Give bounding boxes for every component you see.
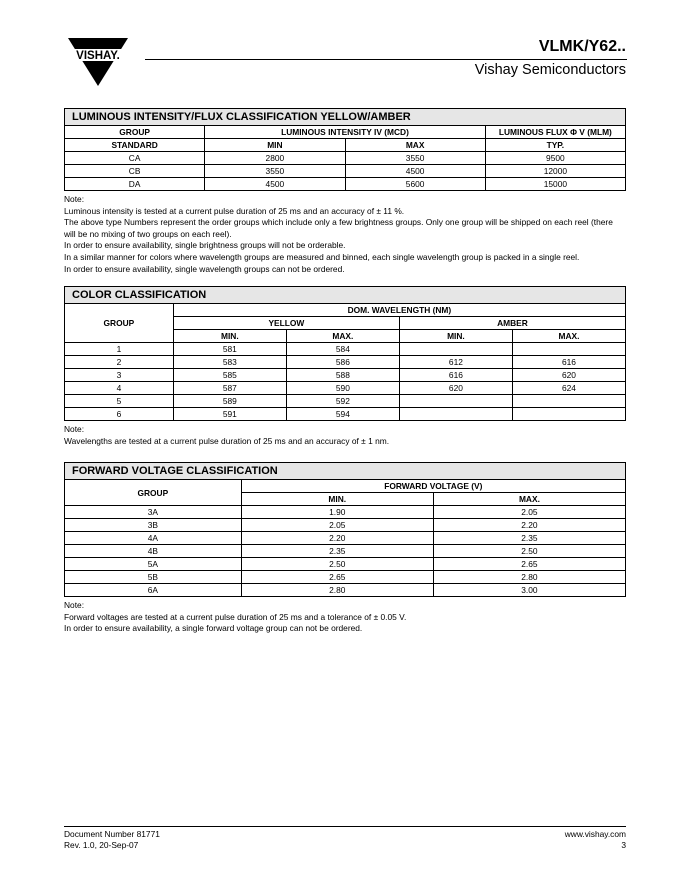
cell-a-min [399,395,512,408]
cell-group: 1 [65,343,174,356]
cell-group: 5 [65,395,174,408]
cell-group: 6 [65,408,174,421]
table-row [65,408,626,421]
header-amber-min: MIN. [399,330,512,343]
company-name: Vishay Semiconductors [474,62,626,78]
cell-y-max: 592 [286,395,399,408]
note-line: In order to ensure availability, a single forward voltage group can not be ordered. [64,623,363,634]
cell-y-min: 591 [173,408,286,421]
voltage-table [64,462,626,597]
table-row [65,584,626,597]
cell-min: 2.80 [241,584,433,597]
note-line: In order to ensure availability, single wavelength groups can not be ordered. [64,263,345,274]
luminous-table [64,108,626,191]
cell-a-min [399,343,512,356]
table-row [65,395,626,408]
cell-y-max: 590 [286,382,399,395]
cell-min: 1.90 [241,506,433,519]
footer-right [565,829,626,850]
table-row [65,356,626,369]
page-number: 3 [621,839,626,850]
header-forward-voltage: FORWARD VOLTAGE (V) [241,480,625,493]
note-line: In a similar manner for colors where wavelength groups are measured and binned, each single wavelength group is packed in a single reel. [64,251,580,262]
vishay-logo [66,36,130,88]
note-line: Forward voltages are tested at a current pulse duration of 25 ms and a tolerance of ± 0.05 V. [64,611,407,622]
header-max: MAX. [433,493,625,506]
table-row [65,558,626,571]
cell-y-min: 589 [173,395,286,408]
cell-group: 3 [65,369,174,382]
cell-max: 2.50 [433,545,625,558]
cell-a-min: 612 [399,356,512,369]
cell-group: 3B [65,519,242,532]
cell-group: 3A [65,506,242,519]
footer-left [64,829,160,850]
cell-max: 5600 [345,178,485,191]
table-row [65,519,626,532]
header-min: MIN [205,139,345,152]
cell-y-min: 587 [173,382,286,395]
vishay-logo-icon [66,36,130,88]
cell-group: 5A [65,558,242,571]
table-row [65,165,626,178]
header-yellow-max: MAX. [286,330,399,343]
header-amber: AMBER [399,317,625,330]
cell-y-max: 588 [286,369,399,382]
logo-text: VISHAY. [76,50,120,62]
header-group: GROUP [65,304,174,343]
cell-a-min: 620 [399,382,512,395]
cell-group: 5B [65,571,242,584]
cell-max: 3550 [345,152,485,165]
note-line: Luminous intensity is tested at a current pulse duration of 25 ms and an accuracy of ± 11 %. [64,205,405,216]
cell-group: 4 [65,382,174,395]
table-row [65,545,626,558]
cell-a-min: 616 [399,369,512,382]
cell-min: 4500 [205,178,345,191]
cell-a-max [512,395,625,408]
header-group: GROUP [65,480,242,506]
cell-y-max: 586 [286,356,399,369]
table-row [65,178,626,191]
header-min: MIN. [241,493,433,506]
cell-min: 3550 [205,165,345,178]
note-line: Wavelengths are tested at a current pulse duration of 25 ms and an accuracy of ± 1 nm. [64,435,390,446]
cell-y-min: 585 [173,369,286,382]
header-typ: TYP. [485,139,625,152]
header-yellow: YELLOW [173,317,399,330]
header-luminous-intensity: LUMINOUS INTENSITY IV (MCD) [205,126,486,139]
header-standard: STANDARD [65,139,205,152]
header-yellow-min: MIN. [173,330,286,343]
cell-min: 2.05 [241,519,433,532]
cell-group: CA [65,152,205,165]
document-number: Document Number 81771 [64,829,160,839]
cell-group: 4A [65,532,242,545]
table-row [65,382,626,395]
cell-min: 2.35 [241,545,433,558]
cell-group: 2 [65,356,174,369]
note-label: Note: [64,424,85,434]
cell-y-max: 584 [286,343,399,356]
cell-y-min: 583 [173,356,286,369]
cell-y-max: 594 [286,408,399,421]
color-table-title: COLOR CLASSIFICATION [65,287,626,304]
cell-group: DA [65,178,205,191]
cell-y-min: 581 [173,343,286,356]
document-title: VLMK/Y62.. [538,38,626,55]
cell-a-min [399,408,512,421]
website-link[interactable]: www.vishay.com [564,829,626,839]
revision: Rev. 1.0, 20-Sep-07 [64,839,139,850]
table-row [65,343,626,356]
color-table [64,286,626,421]
cell-max: 2.35 [433,532,625,545]
luminous-notes [64,194,626,275]
cell-max: 2.65 [433,558,625,571]
cell-a-max: 616 [512,356,625,369]
cell-a-max [512,343,625,356]
cell-max: 2.05 [433,506,625,519]
voltage-section [64,462,626,635]
cell-a-max [512,408,625,421]
cell-a-max: 620 [512,369,625,382]
cell-group: CB [65,165,205,178]
cell-min: 2.50 [241,558,433,571]
voltage-notes [64,600,626,635]
cell-max: 2.80 [433,571,625,584]
voltage-table-title: FORWARD VOLTAGE CLASSIFICATION [65,463,626,480]
cell-typ: 15000 [485,178,625,191]
note-label: Note: [64,194,85,204]
luminous-section [64,108,626,275]
table-row [65,506,626,519]
color-notes [64,424,626,447]
header-dom-wavelength: DOM. WAVELENGTH (NM) [173,304,625,317]
header-amber-max: MAX. [512,330,625,343]
header-group: GROUP [65,126,205,139]
table-row [65,152,626,165]
note-line: The above type Numbers represent the order groups which include only a few brightness groups. Only one group will be shipped on each reel (there will be no mixing of two groups on each reel). [64,217,613,239]
luminous-table-title: LUMINOUS INTENSITY/FLUX CLASSIFICATION YELLOW/AMBER [65,109,626,126]
cell-a-max: 624 [512,382,625,395]
cell-min: 2800 [205,152,345,165]
color-section [64,286,626,447]
cell-min: 2.20 [241,532,433,545]
cell-group: 6A [65,584,242,597]
table-row [65,571,626,584]
cell-max: 3.00 [433,584,625,597]
header-luminous-flux: LUMINOUS FLUX Φ V (MLM) [485,126,625,139]
cell-typ: 12000 [485,165,625,178]
cell-group: 4B [65,545,242,558]
cell-max: 4500 [345,165,485,178]
note-label: Note: [64,600,85,610]
header-max: MAX [345,139,485,152]
header-divider [145,59,627,60]
footer-divider [64,826,626,827]
cell-max: 2.20 [433,519,625,532]
table-row [65,532,626,545]
cell-min: 2.65 [241,571,433,584]
table-row [65,369,626,382]
cell-typ: 9500 [485,152,625,165]
note-line: In order to ensure availability, single brightness groups will not be orderable. [64,240,346,251]
